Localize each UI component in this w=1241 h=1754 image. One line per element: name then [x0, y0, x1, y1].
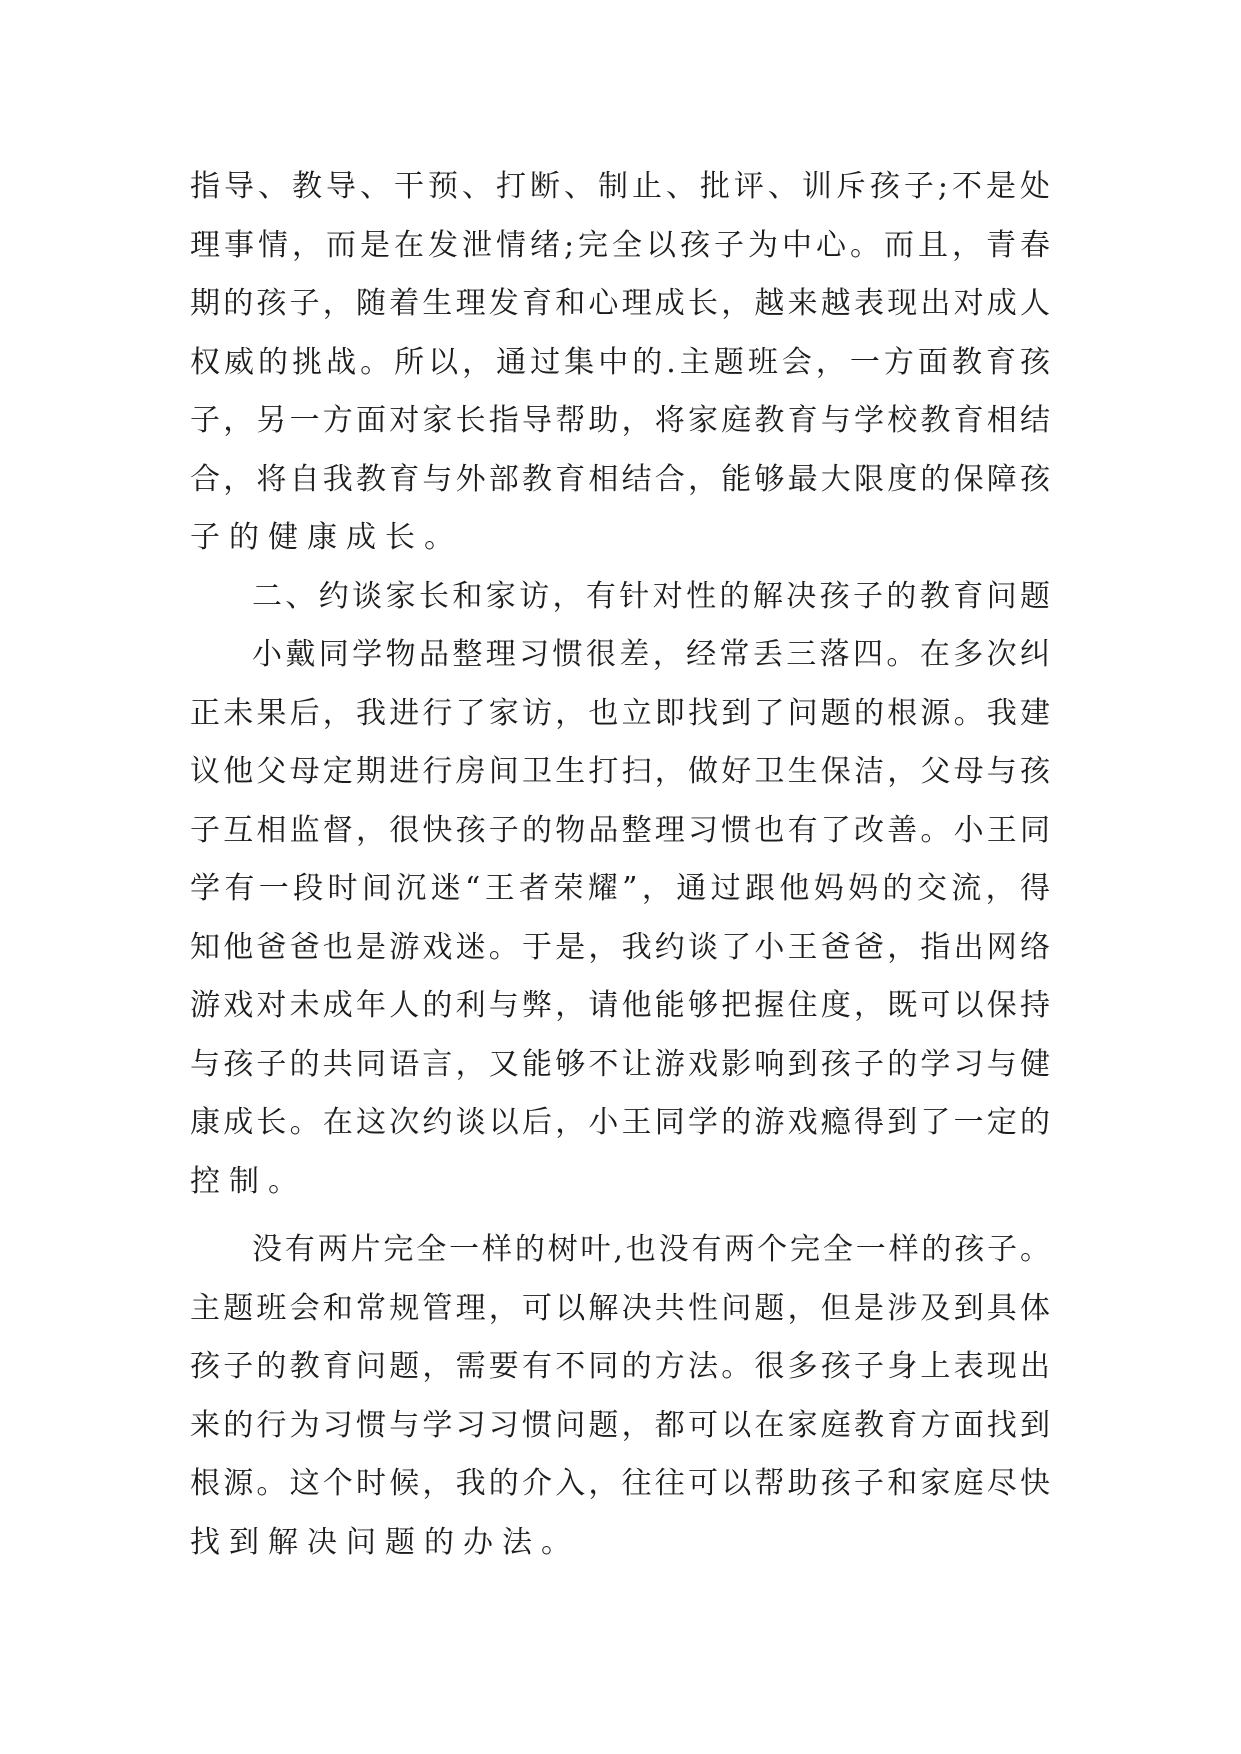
paragraph-home-visit	[190, 626, 1050, 1211]
text-line: 知他爸爸也是游戏迷。于是，我约谈了小王爸爸，指出网络	[190, 929, 1050, 965]
paragraph-spacer	[190, 1211, 1050, 1221]
paragraph-conclusion	[190, 1221, 1050, 1572]
text-line: 指导、教导、干预、打断、制止、批评、训斥孩子;不是处	[190, 169, 1050, 204]
text-line: 议他父母定期进行房间卫生打扫，做好卫生保洁，父母与孩	[190, 754, 1050, 789]
section-heading	[190, 568, 1050, 627]
text-line: 根源。这个时候，我的介入，往往可以帮助孩子和家庭尽快	[190, 1466, 1050, 1501]
text-line: 孩子的教育问题，需要有不同的方法。很多孩子身上表现出	[190, 1349, 1050, 1384]
text-line: 期的孩子，随着生理发育和心理成长，越来越表现出对成人	[190, 286, 1050, 321]
text-line: 主题班会和常规管理，可以解决共性问题，但是涉及到具体	[190, 1290, 1050, 1326]
body-text	[190, 158, 1050, 1572]
text-line: 理事情，而是在发泄情绪;完全以孩子为中心。而且，青春	[190, 227, 1050, 263]
text-line: 正未果后，我进行了家访，也立即找到了问题的根源。我建	[190, 695, 1050, 731]
text-line: 来的行为习惯与学习习惯问题，都可以在家庭教育方面找到	[190, 1407, 1050, 1443]
text-line: 没有两片完全一样的树叶,也没有两个完全一样的孩子。	[252, 1232, 1050, 1267]
text-line: 小戴同学物品整理习惯很差，经常丢三落四。在多次纠	[252, 637, 1050, 672]
text-line: 权威的挑战。所以，通过集中的.主题班会，一方面教育孩	[190, 344, 1050, 380]
text-line: 子的健康成长。	[190, 520, 463, 555]
text-line: 学有一段时间沉迷“王者荣耀”，通过跟他妈妈的交流，得	[190, 871, 1050, 906]
text-line: 控制。	[190, 1163, 307, 1199]
paragraph-parenting-issues	[190, 158, 1050, 568]
text-line: 子，另一方面对家长指导帮助，将家庭教育与学校教育相结	[190, 403, 1050, 438]
text-line: 找到解决问题的办法。	[190, 1524, 580, 1560]
text-line: 合，将自我教育与外部教育相结合，能够最大限度的保障孩	[190, 461, 1050, 497]
text-line: 康成长。在这次约谈以后，小王同学的游戏瘾得到了一定的	[190, 1105, 1050, 1140]
text-line: 游戏对未成年人的利与弊，请他能够把握住度，既可以保持	[190, 988, 1050, 1023]
text-line: 与孩子的共同语言，又能够不让游戏影响到孩子的学习与健	[190, 1046, 1050, 1082]
text-line: 子互相监督，很快孩子的物品整理习惯也有了改善。小王同	[190, 812, 1050, 848]
heading-line: 二、约谈家长和家访，有针对性的解决孩子的教育问题	[252, 578, 1050, 614]
